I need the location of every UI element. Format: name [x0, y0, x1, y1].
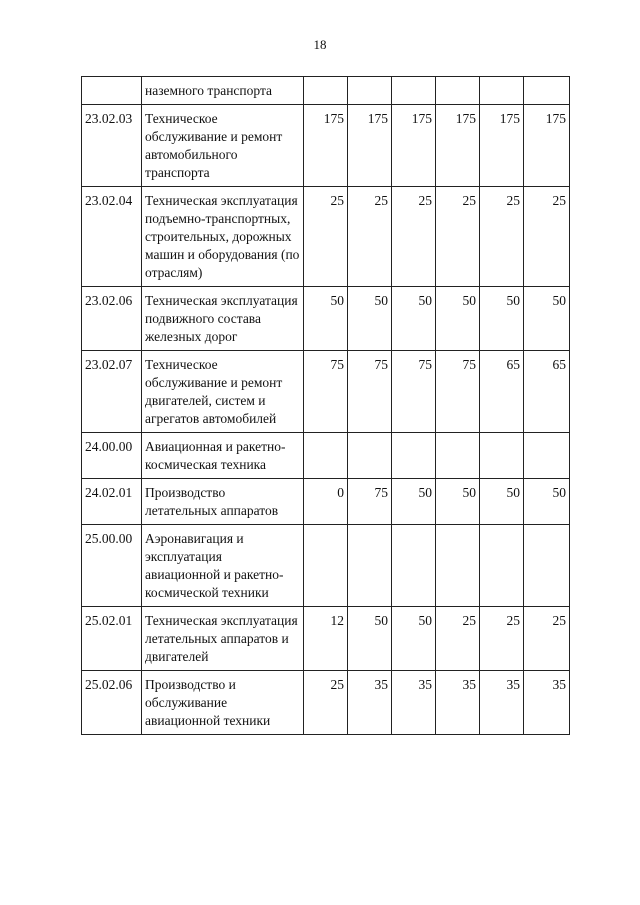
year-value-cell: 25 [348, 187, 392, 287]
specialty-name: Производство и обслуживание авиационной техники [142, 671, 304, 735]
year-value-cell [436, 433, 480, 479]
year-value-cell: 25 [480, 187, 524, 287]
year-value-cell: 0 [304, 479, 348, 525]
year-value-cell [392, 433, 436, 479]
year-value-cell: 175 [348, 105, 392, 187]
year-value-cell [304, 525, 348, 607]
specialty-name: Техническая эксплуатация подвижного состава железных дорог [142, 287, 304, 351]
year-value-cell [348, 525, 392, 607]
page-number: 18 [313, 37, 327, 52]
year-value-cell: 35 [348, 671, 392, 735]
table-row [82, 77, 570, 105]
year-value-cell: 35 [392, 671, 436, 735]
year-value-cell: 25 [480, 607, 524, 671]
specialty-code: 23.02.03 [82, 105, 142, 187]
year-value-cell [524, 525, 570, 607]
table-row [82, 433, 570, 479]
year-value-cell [304, 433, 348, 479]
year-value-cell: 175 [480, 105, 524, 187]
year-value-cell: 50 [524, 479, 570, 525]
specialty-code: 25.00.00 [82, 525, 142, 607]
year-value-cell: 175 [436, 105, 480, 187]
year-value-cell [524, 433, 570, 479]
year-value-cell [524, 77, 570, 105]
year-value-cell [436, 77, 480, 105]
specialty-name: Техническая эксплуатация подъемно-транспортных, строительных, дорожных машин и оборудования (по отраслям) [142, 187, 304, 287]
specialty-code [82, 77, 142, 105]
year-value-cell: 50 [436, 479, 480, 525]
specialty-name: Производство летательных аппаратов [142, 479, 304, 525]
year-value-cell: 75 [304, 351, 348, 433]
year-value-cell [304, 77, 348, 105]
specialty-code: 25.02.01 [82, 607, 142, 671]
year-value-cell [348, 433, 392, 479]
year-value-cell [392, 525, 436, 607]
specialty-name: Аэронавигация и эксплуатация авиационной и ракетно-космической техники [142, 525, 304, 607]
year-value-cell: 65 [524, 351, 570, 433]
year-value-cell: 25 [436, 187, 480, 287]
table-row [82, 525, 570, 607]
year-value-cell [348, 77, 392, 105]
year-value-cell [480, 77, 524, 105]
year-value-cell: 25 [392, 187, 436, 287]
table-row [82, 351, 570, 433]
specialty-name: Техническая эксплуатация летательных аппаратов и двигателей [142, 607, 304, 671]
year-value-cell: 175 [392, 105, 436, 187]
specialty-code: 23.02.06 [82, 287, 142, 351]
table-row [82, 479, 570, 525]
year-value-cell [480, 433, 524, 479]
year-value-cell: 50 [348, 607, 392, 671]
specialty-name: Авиационная и ракетно-космическая техника [142, 433, 304, 479]
year-value-cell: 35 [524, 671, 570, 735]
year-value-cell: 175 [524, 105, 570, 187]
year-value-cell: 175 [304, 105, 348, 187]
year-value-cell: 65 [480, 351, 524, 433]
specialty-code: 23.02.07 [82, 351, 142, 433]
year-value-cell: 50 [392, 287, 436, 351]
specialty-name: наземного транспорта [142, 77, 304, 105]
year-value-cell: 50 [480, 287, 524, 351]
table-row [82, 607, 570, 671]
year-value-cell: 25 [524, 607, 570, 671]
year-value-cell: 75 [348, 479, 392, 525]
table-row [82, 287, 570, 351]
year-value-cell: 25 [304, 671, 348, 735]
admission-plan-table [81, 76, 570, 735]
year-value-cell: 50 [524, 287, 570, 351]
year-value-cell [436, 525, 480, 607]
year-value-cell: 50 [480, 479, 524, 525]
year-value-cell [480, 525, 524, 607]
year-value-cell: 50 [348, 287, 392, 351]
specialty-name: Техническое обслуживание и ремонт двигателей, систем и агрегатов автомобилей [142, 351, 304, 433]
year-value-cell [392, 77, 436, 105]
year-value-cell: 50 [392, 607, 436, 671]
specialty-code: 23.02.04 [82, 187, 142, 287]
year-value-cell: 12 [304, 607, 348, 671]
year-value-cell: 35 [436, 671, 480, 735]
table-row [82, 105, 570, 187]
year-value-cell: 75 [436, 351, 480, 433]
table-row [82, 671, 570, 735]
year-value-cell: 25 [304, 187, 348, 287]
specialty-code: 24.02.01 [82, 479, 142, 525]
year-value-cell: 50 [304, 287, 348, 351]
specialty-code: 24.00.00 [82, 433, 142, 479]
year-value-cell: 50 [436, 287, 480, 351]
table-row [82, 187, 570, 287]
specialty-code: 25.02.06 [82, 671, 142, 735]
year-value-cell: 75 [348, 351, 392, 433]
year-value-cell: 50 [392, 479, 436, 525]
year-value-cell: 35 [480, 671, 524, 735]
specialty-name: Техническое обслуживание и ремонт автомобильного транспорта [142, 105, 304, 187]
year-value-cell: 25 [524, 187, 570, 287]
year-value-cell: 75 [392, 351, 436, 433]
year-value-cell: 25 [436, 607, 480, 671]
